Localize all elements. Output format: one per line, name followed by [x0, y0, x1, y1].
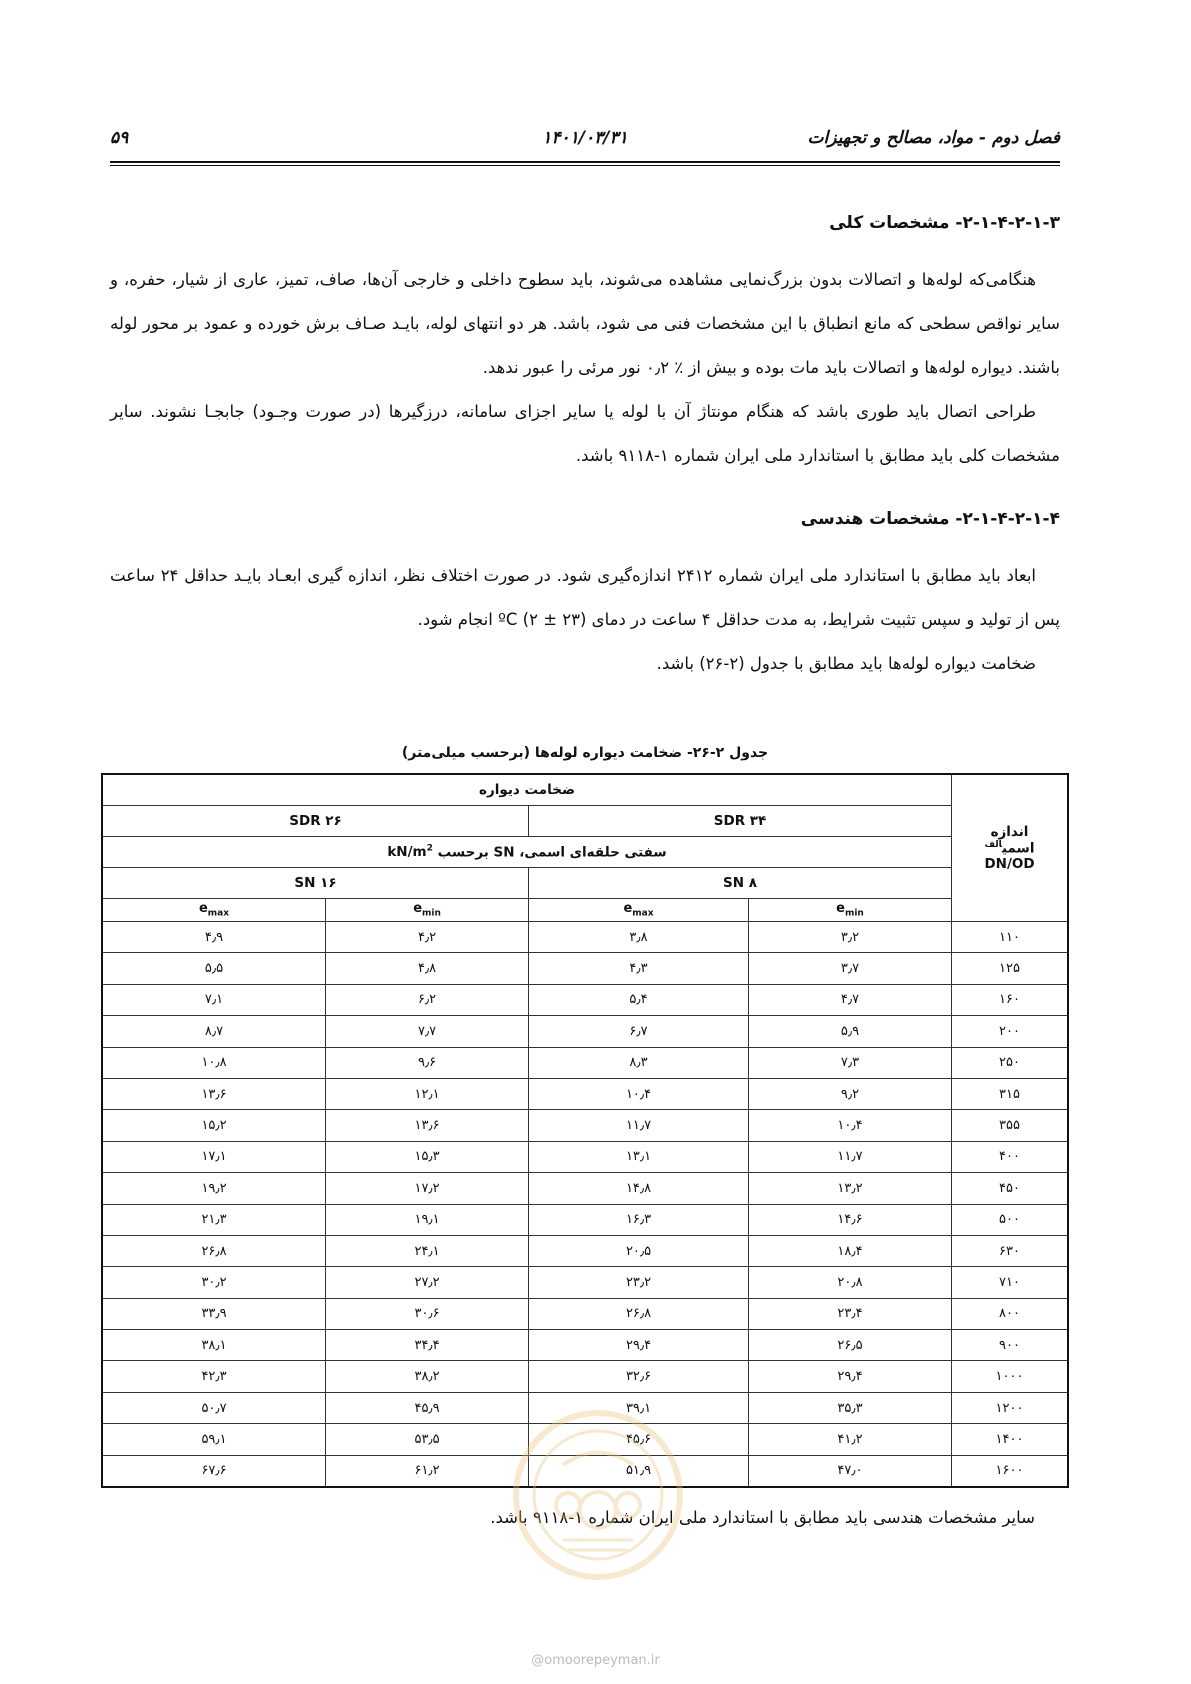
- sdr26-emax-cell: ۱۹٫۲: [102, 1173, 326, 1204]
- size-cell: ۱۲۵: [952, 953, 1069, 984]
- sdr34-emax-cell: ۱۰٫۴: [529, 1078, 749, 1109]
- page-header: [110, 128, 1060, 152]
- size-header-line1: اندازه: [990, 823, 1029, 840]
- sdr34-emin-cell: ۷٫۳: [748, 1047, 951, 1078]
- sdr34-emin-cell: ۱۰٫۴: [748, 1110, 951, 1141]
- sdr26-emin-cell: ۱۷٫۲: [326, 1173, 529, 1204]
- sdr26-emax-cell: ۶۷٫۶: [102, 1455, 326, 1487]
- general-paragraph-1: هنگامی‌که لوله‌ها و اتصالات بدون بزرگ‌نمایی مشاهده می‌شوند، باید سطوح داخلی و خارجی آن‌ها، صاف، تمیز، عاری از شیار، حفره، و سایر نواقص سطحی که مانع انطباق با این مشخصات فنی می شود، باشد. هر دو انتهای لوله، بایـد صـاف برش خورده و عمود بر محور لوله باشند. دیواره لوله‌ها و اتصالات باید مات بوده و بیش از ٪ ۰٫۲ نور مرئی را عبور ندهد.: [110, 270, 1060, 377]
- table-row: [102, 1361, 1068, 1392]
- sdr26-emin-cell: ۴٫۸: [326, 953, 529, 984]
- sdr34-emax-cell: ۲۰٫۵: [529, 1235, 749, 1266]
- sdr26-emin-cell: ۱۳٫۶: [326, 1110, 529, 1141]
- size-header-footnote: الف: [984, 839, 1002, 850]
- size-cell: ۷۱۰: [952, 1267, 1069, 1298]
- sdr26-emin-header: $e_{min}$: [326, 899, 529, 922]
- size-cell: ۹۰۰: [952, 1330, 1069, 1361]
- sdr26-header: SDR ۲۶: [102, 806, 529, 837]
- sdr26-emax-cell: ۴٫۹: [102, 922, 326, 953]
- sdr26-emax-cell: ۵٫۵: [102, 953, 326, 984]
- table-row: [102, 1204, 1068, 1235]
- sdr26-emax-header: $e_{max}$: [102, 899, 326, 922]
- sdr34-emin-header: $e_{min}$: [748, 899, 951, 922]
- sdr26-emin-cell: ۴۵٫۹: [326, 1392, 529, 1423]
- sn8-header: SN ۸: [529, 868, 952, 899]
- general-paragraph-2: طراحی اتصال باید طوری باشد که هنگام مونتاژ آن با لوله یا سایر اجزای سامانه، درزگیرها (در صورت وجـود) جابجـا نشوند. سایر مشخصات کلی باید مطابق با استاندارد ملی ایران شماره ۱-۹۱۱۸ باشد.: [110, 402, 1060, 465]
- table-row: [102, 984, 1068, 1015]
- size-cell: ۴۰۰: [952, 1141, 1069, 1172]
- sdr34-emin-cell: ۴۱٫۲: [748, 1424, 951, 1455]
- table-row: [102, 1016, 1068, 1047]
- size-cell: ۱۶۰۰: [952, 1455, 1069, 1487]
- size-cell: ۱۰۰۰: [952, 1361, 1069, 1392]
- sdr34-emin-cell: ۹٫۲: [748, 1078, 951, 1109]
- size-header-line3: DN/OD: [984, 856, 1035, 873]
- sdr34-emax-cell: ۱۱٫۷: [529, 1110, 749, 1141]
- sdr26-emax-cell: ۵۹٫۱: [102, 1424, 326, 1455]
- watermark-text: @omoorepeyman.ir: [531, 1653, 660, 1668]
- chapter-title: فصل دوم - مواد، مصالح و تجهیزات: [807, 128, 1060, 148]
- sdr34-emax-cell: ۱۴٫۸: [529, 1173, 749, 1204]
- header-rule: [110, 161, 1060, 166]
- sdr34-emax-cell: ۲۳٫۲: [529, 1267, 749, 1298]
- sdr34-emax-cell: ۱۶٫۳: [529, 1204, 749, 1235]
- sdr26-emax-cell: ۵۰٫۷: [102, 1392, 326, 1423]
- table-row: [102, 1298, 1068, 1329]
- sdr34-emax-cell: ۲۶٫۸: [529, 1298, 749, 1329]
- size-cell: ۱۴۰۰: [952, 1424, 1069, 1455]
- table-row: [102, 1267, 1068, 1298]
- sdr26-emax-cell: ۳۳٫۹: [102, 1298, 326, 1329]
- sdr34-emax-cell: ۵٫۴: [529, 984, 749, 1015]
- sdr34-emin-cell: ۲۹٫۴: [748, 1361, 951, 1392]
- sdr34-emax-cell: ۳٫۸: [529, 922, 749, 953]
- closing-paragraph: سایر مشخصات هندسی باید مطابق با استاندارد ملی ایران شماره ۱-۹۱۱۸ باشد.: [490, 1508, 1035, 1527]
- sdr26-emax-cell: ۸٫۷: [102, 1016, 326, 1047]
- section-heading-geometric: ۲-۱-۴-۲-۱-۴- مشخصات هندسی: [800, 509, 1060, 529]
- wall-thickness-table: [101, 773, 1069, 1488]
- stiffness-header: سفتی حلقه‌ای اسمی، SN برحسب $kN/m^2$: [102, 837, 952, 868]
- size-cell: ۱۱۰: [952, 922, 1069, 953]
- sdr26-emin-cell: ۶۱٫۲: [326, 1455, 529, 1487]
- size-cell: ۱۲۰۰: [952, 1392, 1069, 1423]
- page-number: ۵۹: [110, 128, 129, 148]
- table-row: [102, 1235, 1068, 1266]
- wall-thickness-header: ضخامت دیواره: [102, 774, 952, 806]
- sdr26-emin-cell: ۲۷٫۲: [326, 1267, 529, 1298]
- table-row: [102, 1173, 1068, 1204]
- table-row: [102, 953, 1068, 984]
- sdr26-emin-cell: ۳۴٫۴: [326, 1330, 529, 1361]
- sdr26-emin-cell: ۳۸٫۲: [326, 1361, 529, 1392]
- section-heading-general: ۲-۱-۴-۲-۱-۳- مشخصات کلی: [829, 213, 1060, 233]
- sdr34-emin-cell: ۴۷٫۰: [748, 1455, 951, 1487]
- sdr26-emin-cell: ۷٫۷: [326, 1016, 529, 1047]
- header-date: ۱۴۰۱/۰۳/۳۱: [542, 128, 628, 148]
- size-cell: ۴۵۰: [952, 1173, 1069, 1204]
- table-row: [102, 922, 1068, 953]
- table-row: [102, 1078, 1068, 1109]
- sdr34-emin-cell: ۴٫۷: [748, 984, 951, 1015]
- sdr26-emin-cell: ۵۳٫۵: [326, 1424, 529, 1455]
- sdr34-emin-cell: ۳٫۲: [748, 922, 951, 953]
- main-content: [110, 210, 1060, 686]
- size-cell: ۳۵۵: [952, 1110, 1069, 1141]
- sdr26-emin-cell: ۴٫۲: [326, 922, 529, 953]
- sdr34-emin-cell: ۱۱٫۷: [748, 1141, 951, 1172]
- sdr34-emin-cell: ۵٫۹: [748, 1016, 951, 1047]
- geometric-paragraph-1: ابعاد باید مطابق با استاندارد ملی ایران شماره ۲۴۱۲ اندازه‌گیری شود. در صورت اختلاف نظر، اندازه گیری ابعـاد بایـد حداقل ۲۴ ساعت پس از تولید و سپس تثبیت شرایط، به مدت حداقل ۴ ساعت در دمای ºC (۲ ± ۲۳) انجام شود.: [110, 566, 1060, 629]
- sdr26-emin-cell: ۱۹٫۱: [326, 1204, 529, 1235]
- sdr34-emax-cell: ۳۲٫۶: [529, 1361, 749, 1392]
- sdr26-emin-cell: ۱۲٫۱: [326, 1078, 529, 1109]
- sdr34-emax-cell: ۶٫۷: [529, 1016, 749, 1047]
- size-cell: ۲۵۰: [952, 1047, 1069, 1078]
- size-cell: ۶۳۰: [952, 1235, 1069, 1266]
- sdr26-emax-cell: ۴۲٫۳: [102, 1361, 326, 1392]
- sdr26-emax-cell: ۲۱٫۳: [102, 1204, 326, 1235]
- size-cell: ۱۶۰: [952, 984, 1069, 1015]
- sdr26-emax-cell: ۱۰٫۸: [102, 1047, 326, 1078]
- sdr34-emin-cell: ۲۶٫۵: [748, 1330, 951, 1361]
- size-header-line2: اسمی$^{الف}$: [984, 839, 1035, 857]
- sdr26-emax-cell: ۳۸٫۱: [102, 1330, 326, 1361]
- size-cell: ۸۰۰: [952, 1298, 1069, 1329]
- sdr26-emax-cell: ۱۳٫۶: [102, 1078, 326, 1109]
- size-cell: ۲۰۰: [952, 1016, 1069, 1047]
- sdr34-emax-header: $e_{max}$: [529, 899, 749, 922]
- sdr34-emin-cell: ۱۳٫۲: [748, 1173, 951, 1204]
- sdr26-emin-cell: ۶٫۲: [326, 984, 529, 1015]
- sdr26-emax-cell: ۲۶٫۸: [102, 1235, 326, 1266]
- size-header: [952, 774, 1069, 922]
- sdr26-emin-cell: ۱۵٫۳: [326, 1141, 529, 1172]
- sdr26-emax-cell: ۷٫۱: [102, 984, 326, 1015]
- sdr26-emin-cell: ۹٫۶: [326, 1047, 529, 1078]
- sdr26-emin-cell: ۲۴٫۱: [326, 1235, 529, 1266]
- table-caption: جدول ۲-۲۶- ضخامت دیواره لوله‌ها (برحسب میلی‌متر): [401, 745, 769, 761]
- size-cell: ۳۱۵: [952, 1078, 1069, 1109]
- sdr26-emax-cell: ۱۷٫۱: [102, 1141, 326, 1172]
- sdr26-emin-cell: ۳۰٫۶: [326, 1298, 529, 1329]
- sdr34-emin-cell: ۱۴٫۶: [748, 1204, 951, 1235]
- table-row: [102, 1330, 1068, 1361]
- sdr26-emax-cell: ۱۵٫۲: [102, 1110, 326, 1141]
- table-row: [102, 1141, 1068, 1172]
- stiffness-unit: $kN/m^2$: [387, 843, 433, 861]
- sdr26-emax-cell: ۳۰٫۲: [102, 1267, 326, 1298]
- size-cell: ۵۰۰: [952, 1204, 1069, 1235]
- geometric-paragraph-2: ضخامت دیواره لوله‌ها باید مطابق با جدول (۲-۲۶) باشد.: [656, 654, 1036, 673]
- sdr34-emin-cell: ۳۵٫۳: [748, 1392, 951, 1423]
- table-row: [102, 1047, 1068, 1078]
- sdr34-emax-cell: ۴۵٫۶: [529, 1424, 749, 1455]
- sdr34-emax-cell: ۲۹٫۴: [529, 1330, 749, 1361]
- table-row: [102, 1110, 1068, 1141]
- sdr34-emax-cell: ۸٫۳: [529, 1047, 749, 1078]
- sdr34-emin-cell: ۲۳٫۴: [748, 1298, 951, 1329]
- sdr34-emax-cell: ۵۱٫۹: [529, 1455, 749, 1487]
- sdr34-header: SDR ۳۴: [529, 806, 952, 837]
- sdr34-emax-cell: ۱۳٫۱: [529, 1141, 749, 1172]
- sdr34-emin-cell: ۳٫۷: [748, 953, 951, 984]
- sdr34-emax-cell: ۴٫۳: [529, 953, 749, 984]
- sdr34-emin-cell: ۲۰٫۸: [748, 1267, 951, 1298]
- sdr34-emin-cell: ۱۸٫۴: [748, 1235, 951, 1266]
- watermark-seal-icon: [508, 1405, 688, 1585]
- sdr34-emax-cell: ۳۹٫۱: [529, 1392, 749, 1423]
- table-body: [102, 922, 1068, 1488]
- sn16-header: SN ۱۶: [102, 868, 529, 899]
